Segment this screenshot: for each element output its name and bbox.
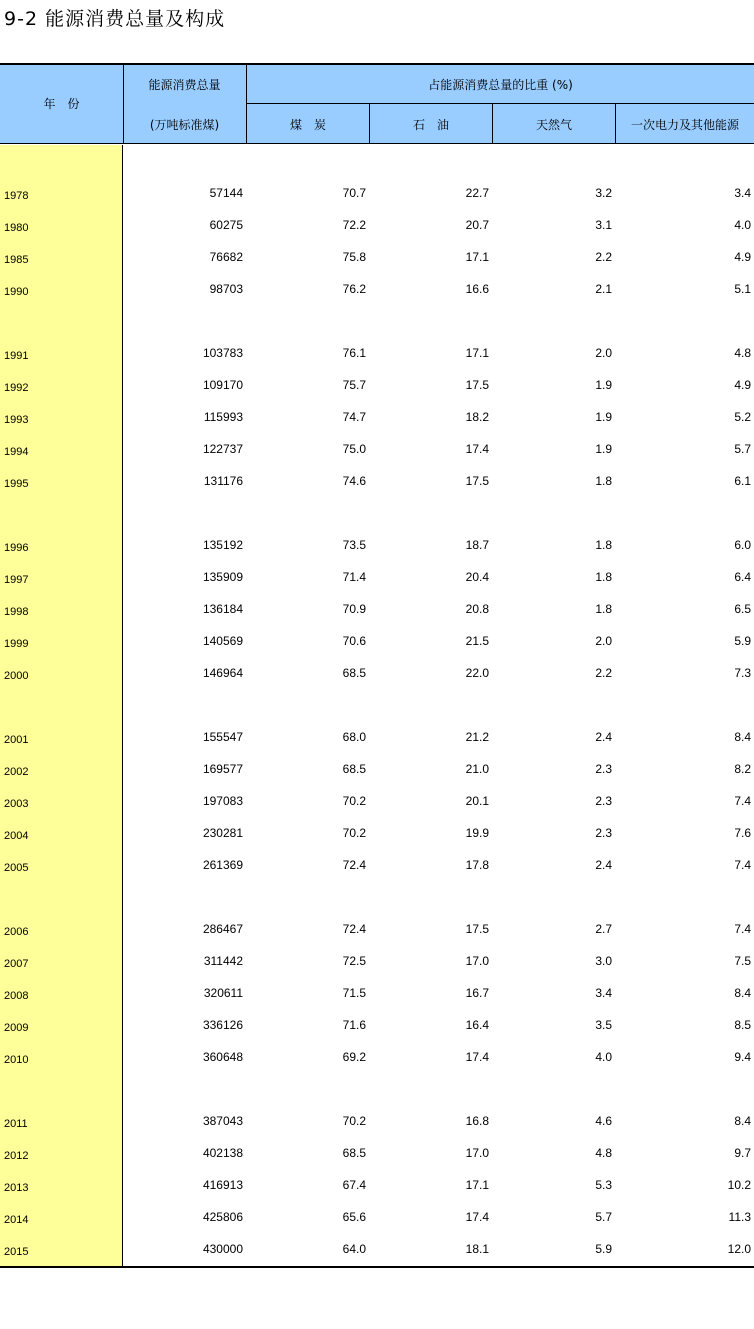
gas-share-cell: 3.0 [595,954,612,968]
other-share-cell: 5.1 [734,282,751,296]
oil-share-cell: 21.5 [465,634,489,648]
other-share-cell: 7.4 [734,794,751,808]
other-share-cell: 7.5 [734,954,751,968]
coal-share-cell: 64.0 [342,1242,366,1256]
oil-share-cell: 16.6 [465,282,489,296]
coal-share-cell: 68.5 [342,1146,366,1160]
coal-share-cell: 70.2 [342,794,366,808]
table-row [0,825,754,841]
table-row [0,249,754,265]
gas-share-cell: 4.8 [595,1146,612,1160]
oil-share-cell: 18.7 [465,538,489,552]
header-coal: 煤 炭 [289,118,326,132]
year-cell: 1978 [4,190,29,202]
year-cell: 2011 [4,1118,28,1130]
oil-share-cell: 17.4 [465,1050,489,1064]
total-cell: 360648 [202,1050,243,1064]
total-cell: 60275 [209,218,243,232]
header-mid-rule [247,103,754,104]
coal-share-cell: 74.6 [342,474,366,488]
other-share-cell: 6.5 [734,602,751,616]
gas-share-cell: 3.5 [595,1018,612,1032]
coal-share-cell: 75.0 [342,442,366,456]
header-bottom-rule [0,143,754,144]
table-row [0,473,754,489]
header-year: 年 份 [43,97,80,111]
total-cell: 155547 [202,730,243,744]
other-share-cell: 8.4 [734,730,751,744]
total-cell: 230281 [202,826,243,840]
table-row [0,1241,754,1257]
oil-share-cell: 19.9 [465,826,489,840]
other-share-cell: 5.2 [734,410,751,424]
page-title: 9-2 能源消费总量及构成 [4,8,226,30]
total-cell: 136184 [202,602,243,616]
year-cell: 2004 [4,830,29,842]
table-row [0,441,754,457]
gas-share-cell: 4.6 [595,1114,612,1128]
table-bottom-rule [0,1266,754,1268]
coal-share-cell: 70.7 [342,186,366,200]
table-row [0,953,754,969]
total-cell: 387043 [202,1114,243,1128]
coal-share-cell: 70.9 [342,602,366,616]
table-row [0,985,754,1001]
coal-share-cell: 75.7 [342,378,366,392]
coal-share-cell: 70.2 [342,826,366,840]
header-total-line2: (万吨标准煤) [149,118,220,132]
year-cell: 2005 [4,862,29,874]
year-cell: 1994 [4,446,29,458]
other-share-cell: 8.4 [734,1114,751,1128]
year-cell: 2014 [4,1214,29,1226]
total-cell: 430000 [202,1242,243,1256]
coal-share-cell: 72.4 [342,922,366,936]
total-cell: 336126 [202,1018,243,1032]
year-cell: 2013 [4,1182,29,1194]
other-share-cell: 4.8 [734,346,751,360]
year-cell: 1998 [4,606,29,618]
coal-share-cell: 67.4 [342,1178,366,1192]
oil-share-cell: 20.4 [465,570,489,584]
table-row [0,761,754,777]
other-share-cell: 4.9 [734,378,751,392]
gas-share-cell: 1.8 [595,538,612,552]
gas-share-cell: 2.3 [595,826,612,840]
table-row [0,537,754,553]
year-cell: 1993 [4,414,29,426]
table-row [0,665,754,681]
oil-share-cell: 22.0 [465,666,489,680]
header-gas: 天然气 [535,118,572,132]
gas-share-cell: 1.8 [595,570,612,584]
gas-share-cell: 3.2 [595,186,612,200]
gas-share-cell: 1.9 [595,410,612,424]
coal-share-cell: 76.1 [342,346,366,360]
header-share: 占能源消费总量的比重 (%) [428,78,573,92]
oil-share-cell: 17.0 [465,1146,489,1160]
gas-share-cell: 2.2 [595,250,612,264]
other-share-cell: 9.7 [734,1146,751,1160]
oil-share-cell: 17.4 [465,1210,489,1224]
table-row [0,1017,754,1033]
coal-share-cell: 70.6 [342,634,366,648]
oil-share-cell: 16.4 [465,1018,489,1032]
other-share-cell: 8.2 [734,762,751,776]
table-row [0,633,754,649]
table-row [0,185,754,201]
header-other: 一次电力及其他能源 [630,118,739,132]
gas-share-cell: 2.1 [595,282,612,296]
year-column-fill [0,145,122,1267]
oil-share-cell: 20.7 [465,218,489,232]
coal-share-cell: 68.5 [342,666,366,680]
year-cell: 1980 [4,222,29,234]
table-row [0,1209,754,1225]
total-cell: 402138 [202,1146,243,1160]
table-row [0,601,754,617]
total-cell: 98703 [209,282,243,296]
table-row [0,857,754,873]
year-cell: 2000 [4,670,29,682]
year-cell: 2010 [4,1054,29,1066]
coal-share-cell: 72.5 [342,954,366,968]
table-row [0,217,754,233]
other-share-cell: 6.4 [734,570,751,584]
total-cell: 169577 [202,762,243,776]
other-share-cell: 4.9 [734,250,751,264]
table-row [0,793,754,809]
total-cell: 57144 [209,186,243,200]
oil-share-cell: 20.1 [465,794,489,808]
oil-share-cell: 17.5 [465,922,489,936]
other-share-cell: 7.4 [734,922,751,936]
gas-share-cell: 3.4 [595,986,612,1000]
gas-share-cell: 2.2 [595,666,612,680]
oil-share-cell: 17.1 [465,250,489,264]
other-share-cell: 5.7 [734,442,751,456]
coal-share-cell: 75.8 [342,250,366,264]
table-row [0,281,754,297]
table-row [0,377,754,393]
year-cell: 1991 [4,350,29,362]
oil-share-cell: 20.8 [465,602,489,616]
coal-share-cell: 71.6 [342,1018,366,1032]
gas-share-cell: 2.0 [595,634,612,648]
total-cell: 320611 [203,986,243,1000]
table-row [0,569,754,585]
total-cell: 76682 [209,250,243,264]
year-cell: 2006 [4,926,29,938]
oil-share-cell: 17.1 [465,1178,489,1192]
year-cell: 2001 [4,734,29,746]
year-cell: 2003 [4,798,29,810]
year-cell: 2008 [4,990,29,1002]
gas-share-cell: 3.1 [595,218,612,232]
table-row [0,1049,754,1065]
coal-share-cell: 65.6 [342,1210,366,1224]
other-share-cell: 7.3 [734,666,751,680]
oil-share-cell: 17.0 [465,954,489,968]
total-cell: 109170 [202,378,243,392]
other-share-cell: 6.1 [734,474,751,488]
oil-share-cell: 17.5 [465,474,489,488]
gas-share-cell: 4.0 [595,1050,612,1064]
total-cell: 425806 [202,1210,243,1224]
gas-share-cell: 5.3 [595,1178,612,1192]
year-cell: 2015 [4,1246,29,1258]
gas-share-cell: 2.7 [595,922,612,936]
total-cell: 103783 [202,346,243,360]
coal-share-cell: 72.4 [342,858,366,872]
gas-share-cell: 1.8 [595,474,612,488]
table-row [0,345,754,361]
year-cell: 1999 [4,638,29,650]
gas-share-cell: 2.3 [595,794,612,808]
year-cell: 2009 [4,1022,29,1034]
year-cell: 1996 [4,542,29,554]
year-cell: 1992 [4,382,29,394]
other-share-cell: 7.6 [734,826,751,840]
gas-share-cell: 2.0 [595,346,612,360]
gas-share-cell: 5.7 [595,1210,612,1224]
total-cell: 146964 [202,666,243,680]
year-cell: 1997 [4,574,29,586]
gas-share-cell: 2.4 [595,858,612,872]
oil-share-cell: 22.7 [465,186,489,200]
header-top-rule [0,63,754,65]
coal-share-cell: 71.4 [342,570,366,584]
oil-share-cell: 21.2 [465,730,489,744]
gas-share-cell: 5.9 [595,1242,612,1256]
oil-share-cell: 17.8 [465,858,489,872]
coal-share-cell: 71.5 [342,986,366,1000]
total-cell: 122737 [202,442,243,456]
other-share-cell: 12.0 [727,1242,751,1256]
total-cell: 286467 [202,922,243,936]
header-total-line1: 能源消费总量 [148,78,221,92]
coal-share-cell: 68.5 [342,762,366,776]
oil-share-cell: 18.2 [465,410,489,424]
total-cell: 131176 [203,474,243,488]
total-cell: 140569 [202,634,243,648]
coal-share-cell: 69.2 [342,1050,366,1064]
year-cell: 2012 [4,1150,29,1162]
total-cell: 197083 [202,794,243,808]
oil-share-cell: 17.5 [465,378,489,392]
oil-share-cell: 16.8 [465,1114,489,1128]
table-row [0,1177,754,1193]
other-share-cell: 11.3 [728,1210,751,1224]
table-row [0,1113,754,1129]
year-cell: 1985 [4,254,29,266]
other-share-cell: 10.2 [727,1178,751,1192]
year-cell: 2002 [4,766,29,778]
oil-share-cell: 16.7 [465,986,489,1000]
coal-share-cell: 72.2 [342,218,366,232]
other-share-cell: 9.4 [734,1050,751,1064]
coal-share-cell: 76.2 [342,282,366,296]
coal-share-cell: 74.7 [342,410,366,424]
other-share-cell: 8.5 [734,1018,751,1032]
gas-share-cell: 1.9 [595,378,612,392]
table-row [0,729,754,745]
header-oil: 石 油 [412,118,449,132]
gas-share-cell: 2.4 [595,730,612,744]
total-cell: 135192 [202,538,243,552]
total-cell: 135909 [202,570,243,584]
oil-share-cell: 17.1 [465,346,489,360]
other-share-cell: 8.4 [734,986,751,1000]
oil-share-cell: 17.4 [465,442,489,456]
total-cell: 311442 [203,954,243,968]
table-row [0,1145,754,1161]
gas-share-cell: 2.3 [595,762,612,776]
oil-share-cell: 21.0 [465,762,489,776]
other-share-cell: 7.4 [734,858,751,872]
other-share-cell: 5.9 [734,634,751,648]
year-column-divider [122,145,123,1267]
total-cell: 261369 [202,858,243,872]
coal-share-cell: 73.5 [342,538,366,552]
year-cell: 1990 [4,286,29,298]
gas-share-cell: 1.9 [595,442,612,456]
other-share-cell: 4.0 [734,218,751,232]
table-row [0,921,754,937]
other-share-cell: 3.4 [734,186,751,200]
coal-share-cell: 68.0 [342,730,366,744]
total-cell: 416913 [202,1178,243,1192]
table-row [0,409,754,425]
year-cell: 2007 [4,958,29,970]
gas-share-cell: 1.8 [595,602,612,616]
total-cell: 115993 [203,410,243,424]
year-cell: 1995 [4,478,29,490]
coal-share-cell: 70.2 [342,1114,366,1128]
oil-share-cell: 18.1 [465,1242,489,1256]
other-share-cell: 6.0 [734,538,751,552]
